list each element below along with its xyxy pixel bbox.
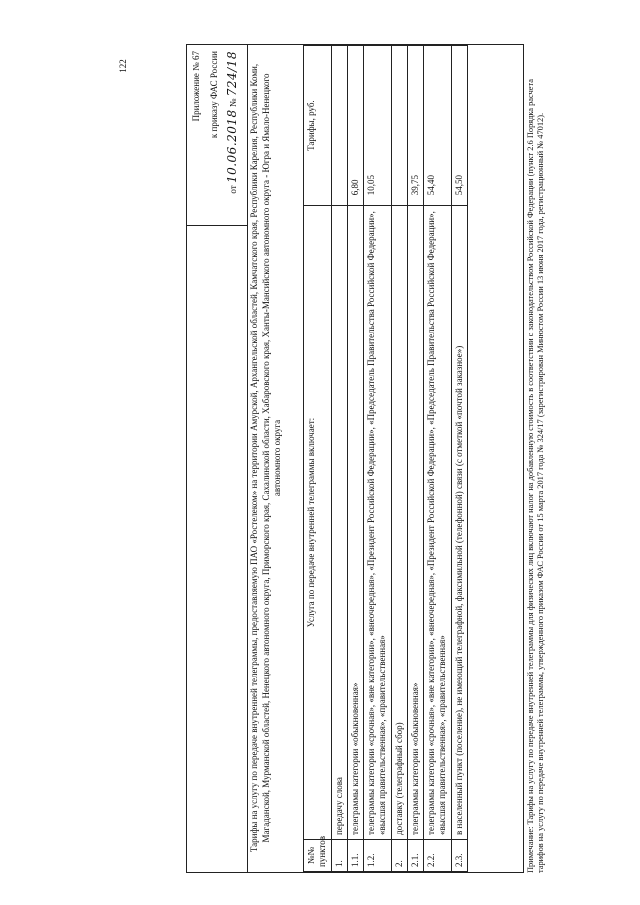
row-number: 1. xyxy=(331,839,347,871)
document-frame xyxy=(186,44,524,873)
table-row xyxy=(347,46,363,872)
row-tariff: 39,75 xyxy=(407,46,423,206)
header-tariff: Тарифы, руб. xyxy=(304,46,332,206)
table-row xyxy=(391,46,407,872)
row-service: телеграммы категории «обыкновенная» xyxy=(347,206,363,840)
row-service: в населенный пункт (поселение), не имеющий телеграфной, факсимильной (телефонной) связи (с отметкой «почтой заказное») xyxy=(451,206,467,840)
row-tariff: 10,05 xyxy=(364,46,392,206)
page-number: 122 xyxy=(118,59,128,73)
table-header-row xyxy=(304,46,332,872)
row-tariff: 6,80 xyxy=(347,46,363,206)
row-service: телеграммы категории «обыкновенная» xyxy=(407,206,423,840)
appendix-title: Приложение № 67 xyxy=(191,51,201,122)
row-service: доставку (телеграфный сбор) xyxy=(391,206,407,840)
header-number: №№ пунктов xyxy=(304,839,332,871)
table-row xyxy=(331,46,347,872)
row-service: передачу слова xyxy=(331,206,347,840)
rotated-content xyxy=(108,43,546,873)
tariff-table xyxy=(303,45,468,872)
appendix-date-line xyxy=(225,51,240,194)
row-service: телеграммы категории «срочная», «вне категории», «внеочередная», «Президент Российской Федерации», «Председатель Правительства Российской Федерации», «высшая правительственная», «правительственная» xyxy=(364,206,392,840)
row-number: 2.3. xyxy=(451,839,467,871)
appendix-block xyxy=(187,45,247,226)
order-number: 724/18 xyxy=(225,51,239,97)
date-prefix: от xyxy=(228,185,238,194)
appendix-order: к приказу ФАС России xyxy=(209,51,219,139)
row-number: 1.2. xyxy=(364,839,392,871)
number-prefix: № xyxy=(228,98,238,108)
row-tariff xyxy=(391,46,407,206)
row-tariff: 54,40 xyxy=(424,46,452,206)
row-number: 1.1. xyxy=(347,839,363,871)
row-service: телеграммы категории «срочная», «вне категории», «внеочередная», «Президент Российской Федерации», «Председатель Правительства Российской Федерации», «высшая правительственная», «правительственная» xyxy=(424,206,452,840)
footnote: Примечание: Тарифы на услугу по передаче внутренней телеграммы для физических лиц включают налог на добавленную стоимость в соответствии с законодательством Российской Федерации (пункт 2.6 Порядка расчета тарифов на услугу по передаче внутренней телеграммы, утвержденного приказом ФАС России от 15 марта 2017 года № 324/17 (зарегистрирован Минюстом России 13 июня 2017 года, регистрационный № 47012). xyxy=(526,79,546,873)
row-number: 2.1. xyxy=(407,839,423,871)
row-tariff xyxy=(331,46,347,206)
row-tariff: 54,50 xyxy=(451,46,467,206)
row-number: 2.2. xyxy=(424,839,452,871)
table-row xyxy=(407,46,423,872)
table-row xyxy=(364,46,392,872)
row-number: 2. xyxy=(391,839,407,871)
appendix-header xyxy=(187,45,248,872)
header-service: Услуга по передаче внутренней телеграммы включает: xyxy=(304,206,332,840)
table-row xyxy=(424,46,452,872)
order-date: 10.06.2018 xyxy=(225,109,239,184)
document-title: Тарифы на услугу по передаче внутренней телеграммы, предоставляемую ПАО «Ростелеком» на территории Амурской, Архангельской областей, Камчатского края, Республики Карелия, Республики Коми, Магаданской, Мурманской областей, Ненецкого автономного округа, Приморского края, Сахалинской области, Хабаровского края, Ханты-Мансийского автономного округа - Югра и Ямало-Ненецкого автономного округа xyxy=(249,63,283,853)
table-row xyxy=(451,46,467,872)
